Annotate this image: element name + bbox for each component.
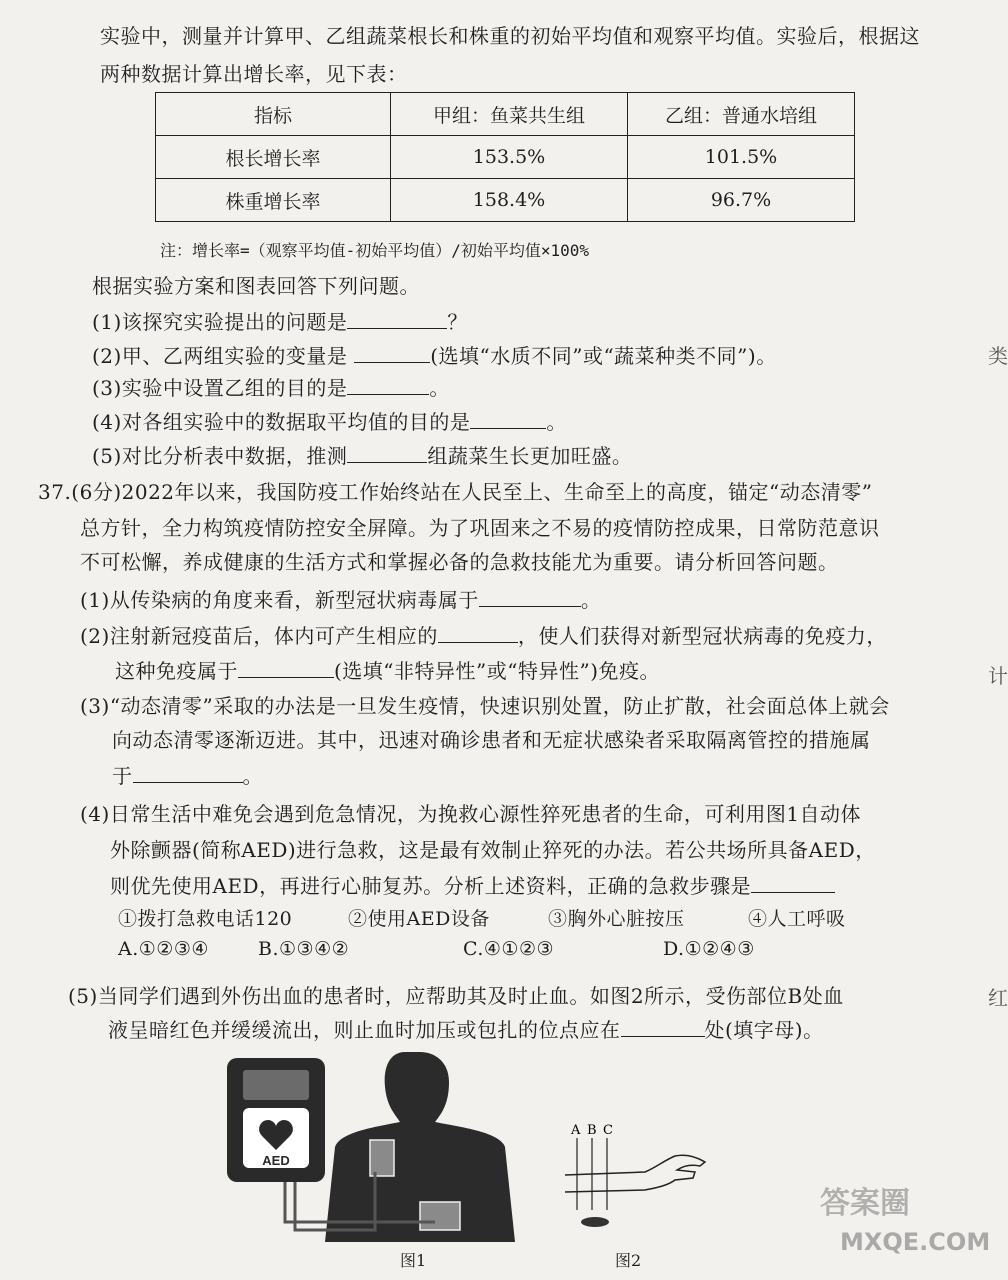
question-text: (选填“水质不同”或“蔬菜种类不同”)。 [430,344,777,368]
question-text: (选填“非特异性”或“特异性”)免疫。 [334,659,661,683]
question-text: ？ [447,310,468,334]
answer-blank[interactable] [354,344,430,363]
question-text: 这种免疫属于 [115,659,238,683]
q36-item-4 [92,406,567,435]
q37-head-line-3: 不可松懈，养成健康的生活方式和掌握必备的急救技能尤为重要。请分析回答问题。 [80,550,839,574]
q36-item-5 [92,440,632,469]
aed-pad-lower [420,1202,460,1230]
table-cell: 96.7% [628,179,855,222]
question-text: 则优先使用AED，再进行心肺复苏。分析上述资料，正确的急救步骤是 [110,874,752,898]
q37-choices [118,938,755,960]
point-label-b: B [587,1123,597,1138]
answer-blank[interactable] [438,624,518,643]
q36-item-1 [92,306,468,335]
aed-screen [243,1070,309,1100]
table-cell: 101.5% [628,136,855,179]
question-text: (2)注射新冠疫苗后，体内可产生相应的 [80,624,438,648]
question-text: 。 [580,588,602,612]
answer-blank[interactable] [133,764,243,783]
step-item: ②使用AED设备 [348,908,490,930]
answer-blank[interactable] [347,444,427,463]
q37-head-line-1: 37.(6分)2022年以来，我国防疫工作始终站在人民至上、生命至上的高度，锚定“动态清零” [38,480,873,504]
question-text: 处(填字母)。 [704,1018,824,1042]
aed-label: AED [262,1153,290,1168]
intro-line-1: 实验中，测量并计算甲、乙组蔬菜根长和株重的初始平均值和观察平均值。实验后，根据这 [100,24,920,48]
table-header: 甲组：鱼菜共生组 [391,93,628,136]
q37-item-4a: (4)日常生活中难免会遇到危急情况，为挽救心源性猝死患者的生命，可利用图1自动体 [80,802,862,826]
edge-char: 红 [988,986,1008,1010]
table-header: 指标 [156,93,391,136]
table-header: 乙组：普通水培组 [628,93,855,136]
q37-item-1 [80,584,601,613]
point-label-a: A [571,1123,581,1138]
q36-item-3 [92,372,450,401]
q37-item-3a: (3)“动态清零”采取的办法是一旦发生疫情，快速识别处置，防止扩散，社会面总体上就会 [80,694,890,718]
table-cell: 根长增长率 [156,136,391,179]
table-row [156,179,855,222]
question-text: (3)实验中设置乙组的目的是 [92,376,348,400]
q37-item-2b [115,655,660,684]
table-cell: 153.5% [391,136,628,179]
q36-lead: 根据实验方案和图表回答下列问题。 [92,274,420,298]
edge-char: 计 [988,664,1008,688]
question-text: 。 [242,764,263,788]
answer-blank[interactable] [751,874,835,893]
figure-2-caption: 图2 [615,1251,642,1270]
question-text: 组蔬菜生长更加旺盛。 [427,444,633,468]
question-text: 。 [429,376,450,400]
table-row [156,136,855,179]
question-text: 于 [112,764,133,788]
choice-option[interactable]: B.①③④② [258,938,350,960]
figure-2-arm-illustration [555,1120,715,1240]
step-item: ③胸外心脏按压 [548,908,685,930]
answer-blank[interactable] [238,659,334,678]
table-cell: 株重增长率 [156,179,391,222]
arm-outline [565,1155,705,1192]
q37-item-4c [110,870,835,899]
figure-1-aed-illustration [225,1052,515,1242]
question-text: (1)从传染病的角度来看，新型冠状病毒属于 [80,588,479,612]
question-text: ，使人们获得对新型冠状病毒的免疫力， [517,624,887,648]
q37-head-line-2: 总方针，全力构筑疫情防控安全屏障。为了巩固来之不易的疫情防控成果，日常防范意识 [80,516,880,540]
answer-blank[interactable] [347,376,429,395]
figure-1-caption: 图1 [400,1251,427,1270]
watermark-logo: 答案圈 [820,1186,910,1221]
q36-item-2 [92,340,777,369]
q37-item-3c [112,760,263,789]
question-text: (1)该探究实验提出的问题是 [92,310,348,334]
question-text: (2)甲、乙两组实验的变量是 [92,344,348,368]
answer-blank[interactable] [621,1018,705,1037]
question-text: 液呈暗红色并缓缓流出，则止血时加压或包扎的位点应在 [108,1018,621,1042]
intro-line-2: 两种数据计算出增长率，见下表： [100,62,408,86]
blood-drip [581,1217,609,1227]
table-cell: 158.4% [391,179,628,222]
step-item: ①拨打急救电话120 [118,908,293,930]
q37-item-2a [80,620,887,649]
choice-option[interactable]: A.①②③④ [118,938,209,960]
q37-item-4b: 外除颤器(简称AED)进行急救，这是最有效制止猝死的办法。若公共场所具备AED， [110,838,876,862]
answer-blank[interactable] [479,588,581,607]
q37-steps [118,904,846,931]
step-item: ④人工呼吸 [748,908,846,930]
edge-char: 类 [988,344,1008,368]
q37-item-5b [108,1014,824,1043]
choice-option[interactable]: C.④①②③ [463,938,555,960]
q37-item-3b: 向动态清零逐渐迈进。其中，迅速对确诊患者和无症状感染者采取隔离管控的措施属 [112,728,871,752]
point-label-c: C [603,1123,613,1138]
answer-blank[interactable] [470,410,546,429]
question-text: 。 [546,410,567,434]
question-text: (4)对各组实验中的数据取平均值的目的是 [92,410,471,434]
growth-rate-table [155,92,855,222]
aed-pad-upper [370,1140,394,1176]
question-text: (5)对比分析表中数据，推测 [92,444,348,468]
choice-option[interactable]: D.①②④③ [663,938,755,960]
answer-blank[interactable] [347,310,447,329]
table-note: 注：增长率=（观察平均值-初始平均值）/初始平均值×100% [160,241,590,260]
q37-item-5a: (5)当同学们遇到外伤出血的患者时，应帮助其及时止血。如图2所示，受伤部位B处血 [68,984,844,1008]
watermark-url: MXQE.COM [840,1228,991,1256]
table-header-row [156,93,855,136]
